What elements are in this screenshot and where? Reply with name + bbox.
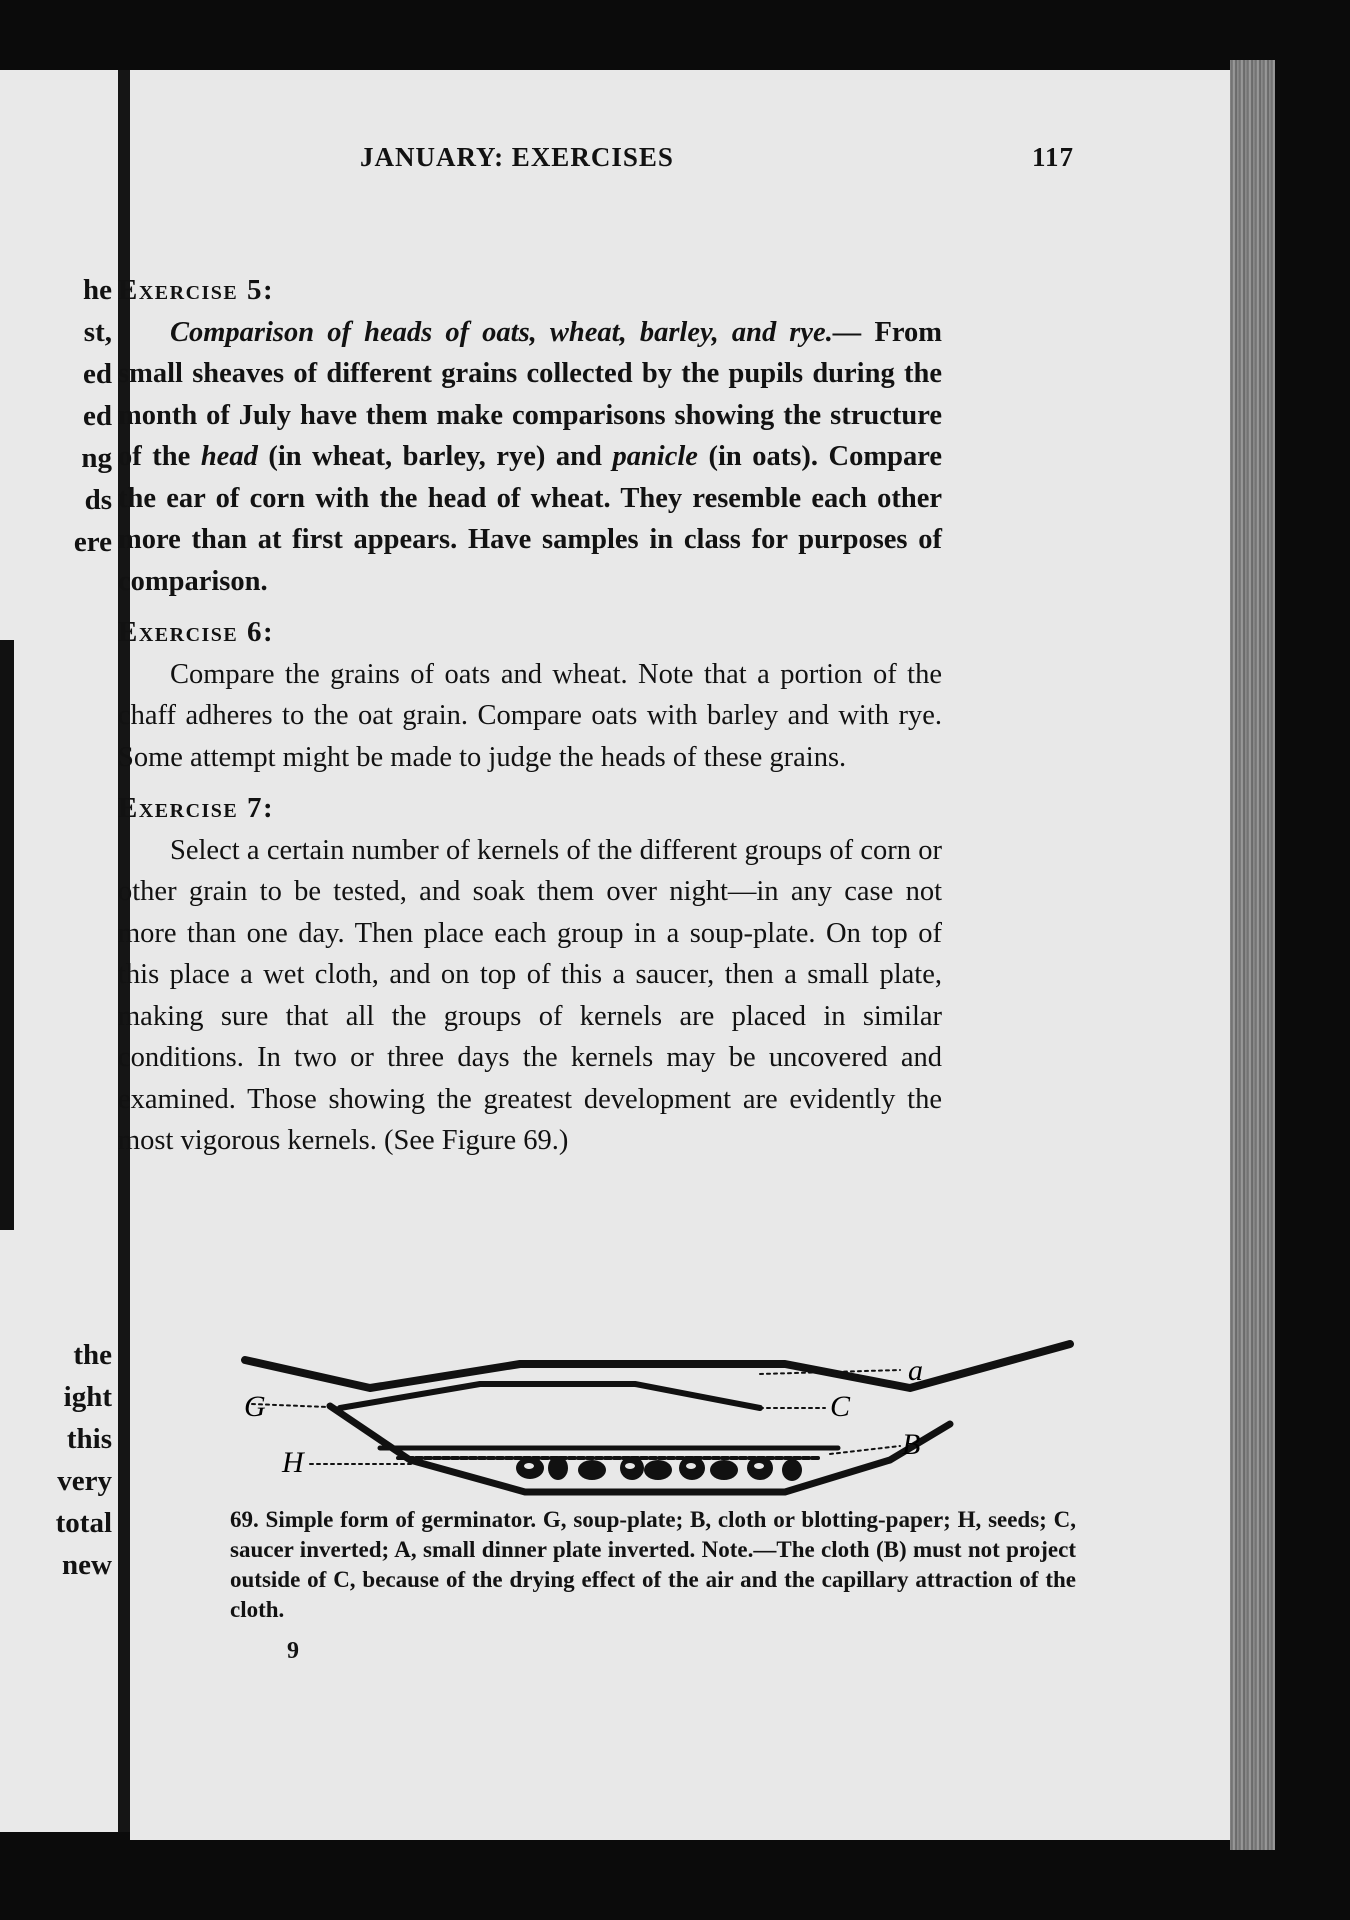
left-fragment: he	[83, 274, 112, 306]
left-page-dark-block	[0, 640, 14, 1230]
page-number: 117	[1031, 142, 1074, 172]
exercise-5-text-3: (in oats). Compare the ear of corn with the head of wheat. They resemble each other more than at first appears. Have samples in class for purposes of comparison.	[118, 441, 942, 597]
label-h: H	[282, 1446, 304, 1479]
left-fragment: ds	[84, 484, 112, 516]
left-fragment: very	[57, 1465, 112, 1497]
figure-caption-text: 69. Simple form of germinator. G, soup-plate; B, cloth or blotting-paper; H, seeds; C, saucer inverted; A, small dinner plate inverted. Note.—The cloth (B) must not project outside of C, because of the drying effect of the air and the capillary attraction of the cloth.	[230, 1507, 1076, 1622]
exercise-6-heading: Exercise 6:	[118, 616, 275, 648]
exercise-5-text-2: (in wheat, barley, rye) and	[257, 441, 613, 472]
exercise-7-text: Select a certain number of kernels of the different groups of corn or other grain to be tested, and soak them over night—in any case not more than one day. Then place each group in a soup-plate. On top of this place a wet cloth, and on top of this a saucer, then a small plate, making sure that all the groups of kernels are placed in similar conditions. In two or three days the kernels may be uncovered and examined. Those showing the greatest development are evidently the most vigorous kernels. (See Figure 69.)	[118, 834, 942, 1156]
germinator-diagram	[240, 1336, 1080, 1496]
left-fragment: this	[66, 1423, 112, 1455]
signature-mark: 9	[287, 1638, 299, 1664]
figure-69-germinator	[240, 1336, 1080, 1496]
running-head-title: JANUARY: EXERCISES	[360, 142, 674, 172]
left-fragment: ng	[81, 442, 112, 474]
left-fragment: the	[73, 1339, 112, 1371]
left-fragment: new	[62, 1549, 112, 1581]
body-text	[118, 270, 942, 1162]
label-c: C	[830, 1390, 851, 1423]
dinner-plate-outline	[245, 1344, 1070, 1388]
exercise-5-panicle-term: panicle	[612, 441, 698, 472]
exercise-5-heading: Exercise 5:	[118, 274, 275, 306]
left-fragment: ed	[83, 400, 112, 432]
exercise-5-lead: Comparison of heads of oats, wheat, barley, and rye.—	[170, 316, 862, 348]
exercise-5-head-term: head	[200, 441, 258, 472]
page-edge-stack	[1230, 60, 1275, 1850]
left-fragment: ed	[83, 358, 112, 390]
left-fragment: ight	[63, 1381, 112, 1413]
exercise-5-text	[118, 312, 942, 603]
left-fragment: ere	[73, 526, 112, 558]
exercise-5-text-1: From small sheaves of different grains collected by the pupils during the month of July have them make comparisons showing the structure of the	[118, 316, 942, 472]
left-fragment: st,	[83, 316, 112, 348]
previous-page-fragment	[0, 70, 118, 1832]
exercise-7-heading: Exercise 7:	[118, 792, 275, 824]
figure-caption	[230, 1505, 1076, 1625]
label-b: B	[902, 1428, 921, 1461]
label-g: G	[244, 1390, 266, 1423]
left-fragment: total	[55, 1507, 112, 1539]
exercise-6-text: Compare the grains of oats and wheat. Note that a portion of the chaff adheres to the oat grain. Compare oats with barley and with rye. Some attempt might be made to judge the heads of these grains.	[118, 658, 942, 773]
label-a: a	[908, 1354, 923, 1387]
